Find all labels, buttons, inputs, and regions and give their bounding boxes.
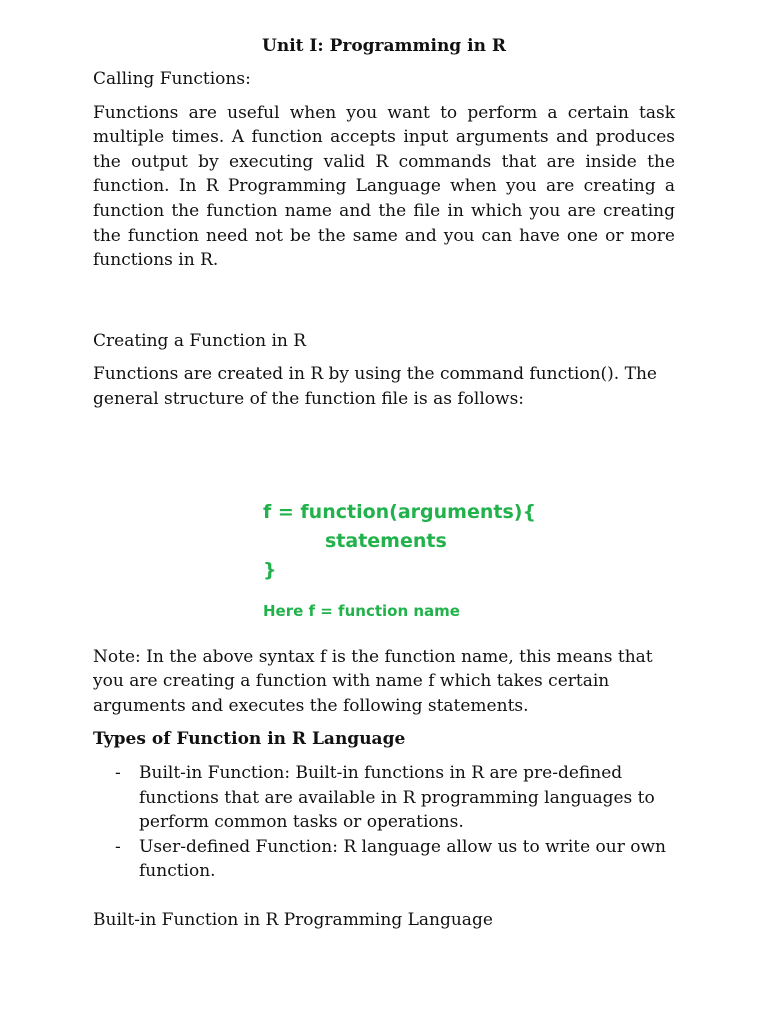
list-item bbox=[93, 835, 675, 884]
figure-code-line-1: f = function(arguments){ bbox=[263, 500, 536, 523]
list-item-text: Built-in Function: Built-in functions in R are pre-defined functions that are available in R programming languages to perform common tasks or operations. bbox=[139, 762, 655, 833]
document-page bbox=[93, 34, 675, 932]
figure-code-line-2: statements bbox=[325, 529, 447, 552]
list-marker: - bbox=[115, 836, 121, 857]
figure-code-line-3: } bbox=[263, 558, 277, 581]
page-title: Unit I: Programming in R bbox=[262, 36, 506, 56]
section-heading-creating-function: Creating a Function in R bbox=[93, 330, 307, 351]
section-heading-built-in: Built-in Function in R Programming Language bbox=[93, 909, 493, 930]
paragraph-calling-functions: Functions are useful when you want to perform a certain task multiple times. A function accepts input arguments and produces the output by executing valid R commands that are inside the function. In R Programming Language when you are creating a function the function name and the file in which you are creating the function need not be the same and you can have one or more functions in R. bbox=[93, 102, 675, 271]
function-syntax-figure bbox=[263, 498, 675, 636]
section-heading-calling-functions: Calling Functions: bbox=[93, 69, 251, 89]
paragraph-creating-function: Functions are created in R by using the command function(). The general structure of the function file is as follows: bbox=[93, 364, 657, 409]
section-heading-types: Types of Function in R Language bbox=[93, 729, 406, 750]
paragraph-note: Note: In the above syntax f is the function name, this means that you are creating a function with name f which takes certain arguments and executes the following statements. bbox=[93, 646, 653, 716]
list-item-text: User-defined Function: R language allow us to write our own function. bbox=[139, 836, 666, 882]
list-item bbox=[93, 761, 675, 835]
types-list bbox=[93, 761, 675, 884]
figure-caption: Here f = function name bbox=[263, 601, 460, 620]
list-marker: - bbox=[115, 762, 121, 783]
